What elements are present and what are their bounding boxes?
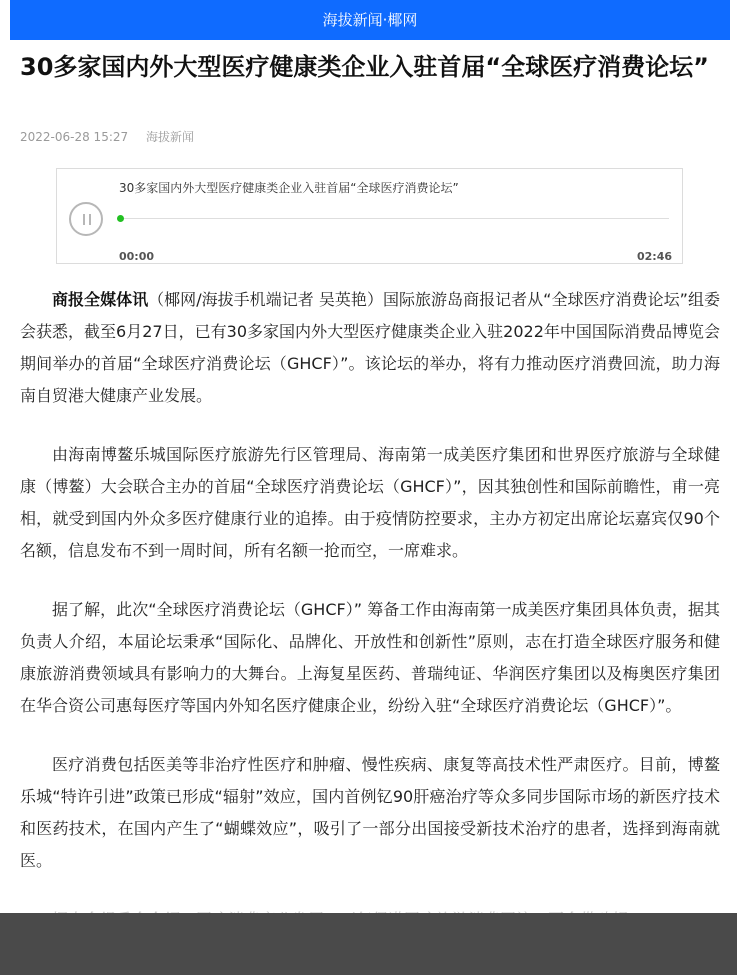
article-paragraph: 商报全媒体讯（椰网/海拔手机端记者 吴英艳）国际旅游岛商报记者从“全球医疗消费论坛”组委会获悉，截至6月27日，已有30多家国内外大型医疗健康类企业入驻2022年中国国际消费品博览会期间举办的首届“全球医疗消费论坛（GHCF）”。该论坛的举办，将有力推动医疗消费回流，助力海南自贸港大健康产业发展。	[20, 290, 720, 405]
lead-label: 商报全媒体讯	[52, 290, 149, 309]
article-body	[20, 284, 720, 963]
audio-player	[56, 168, 683, 264]
site-header	[10, 0, 730, 40]
article-title: 30多家国内外大型医疗健康类企业入驻首届“全球医疗消费论坛”	[20, 53, 709, 81]
audio-title: 30多家国内外大型医疗健康类企业入驻首届“全球医疗消费论坛”	[119, 181, 459, 195]
publish-date: 2022-06-28 15:27	[20, 130, 129, 144]
article-paragraph: 由海南博鳌乐城国际医疗旅游先行区管理局、海南第一成美医疗集团和世界医疗旅游与全球健康（博鳌）大会联合主办的首届“全球医疗消费论坛（GHCF）”，因其独创性和国际前瞻性，甫一亮相，就受到国内外众多医疗健康行业的追捧。由于疫情防控要求，主办方初定出席论坛嘉宾仅90个名额，信息发布不到一周时间，所有名额一抢而空，一席难求。	[20, 445, 720, 560]
article-paragraph: 据了解，此次“全球医疗消费论坛（GHCF）” 筹备工作由海南第一成美医疗集团具体负责，据其负责人介绍，本届论坛秉承“国际化、品牌化、开放性和创新性”原则，志在打造全球医疗服务和健康旅游消费领域具有影响力的大舞台。上海复星医药、普瑞纯证、华润医疗集团以及梅奥医疗集团在华合资公司惠每医疗等国内外知名医疗健康企业，纷纷入驻“全球医疗消费论坛（GHCF）”。	[20, 600, 720, 715]
audio-progress-track[interactable]	[121, 218, 669, 219]
article-paragraph: 医疗消费包括医美等非治疗性医疗和肿瘤、慢性疾病、康复等高技术性严肃医疗。目前，博鳌乐城“特许引进”政策已形成“辐射”效应，国内首例钇90肝癌治疗等众多同步国际市场的新医疗技术和医药技术，在国内产生了“蝴蝶效应”，吸引了一部分出国接受新技术治疗的患者，选择到海南就医。	[20, 755, 720, 870]
bottom-overlay	[0, 913, 737, 975]
site-title[interactable]: 海拔新闻·椰网	[322, 11, 418, 29]
audio-progress-handle[interactable]	[117, 215, 124, 222]
audio-current-time: 00:00	[119, 250, 155, 263]
audio-duration: 02:46	[636, 250, 672, 263]
article-meta	[20, 128, 194, 145]
pause-icon[interactable]	[69, 202, 103, 236]
article-source[interactable]: 海拔新闻	[145, 130, 194, 144]
